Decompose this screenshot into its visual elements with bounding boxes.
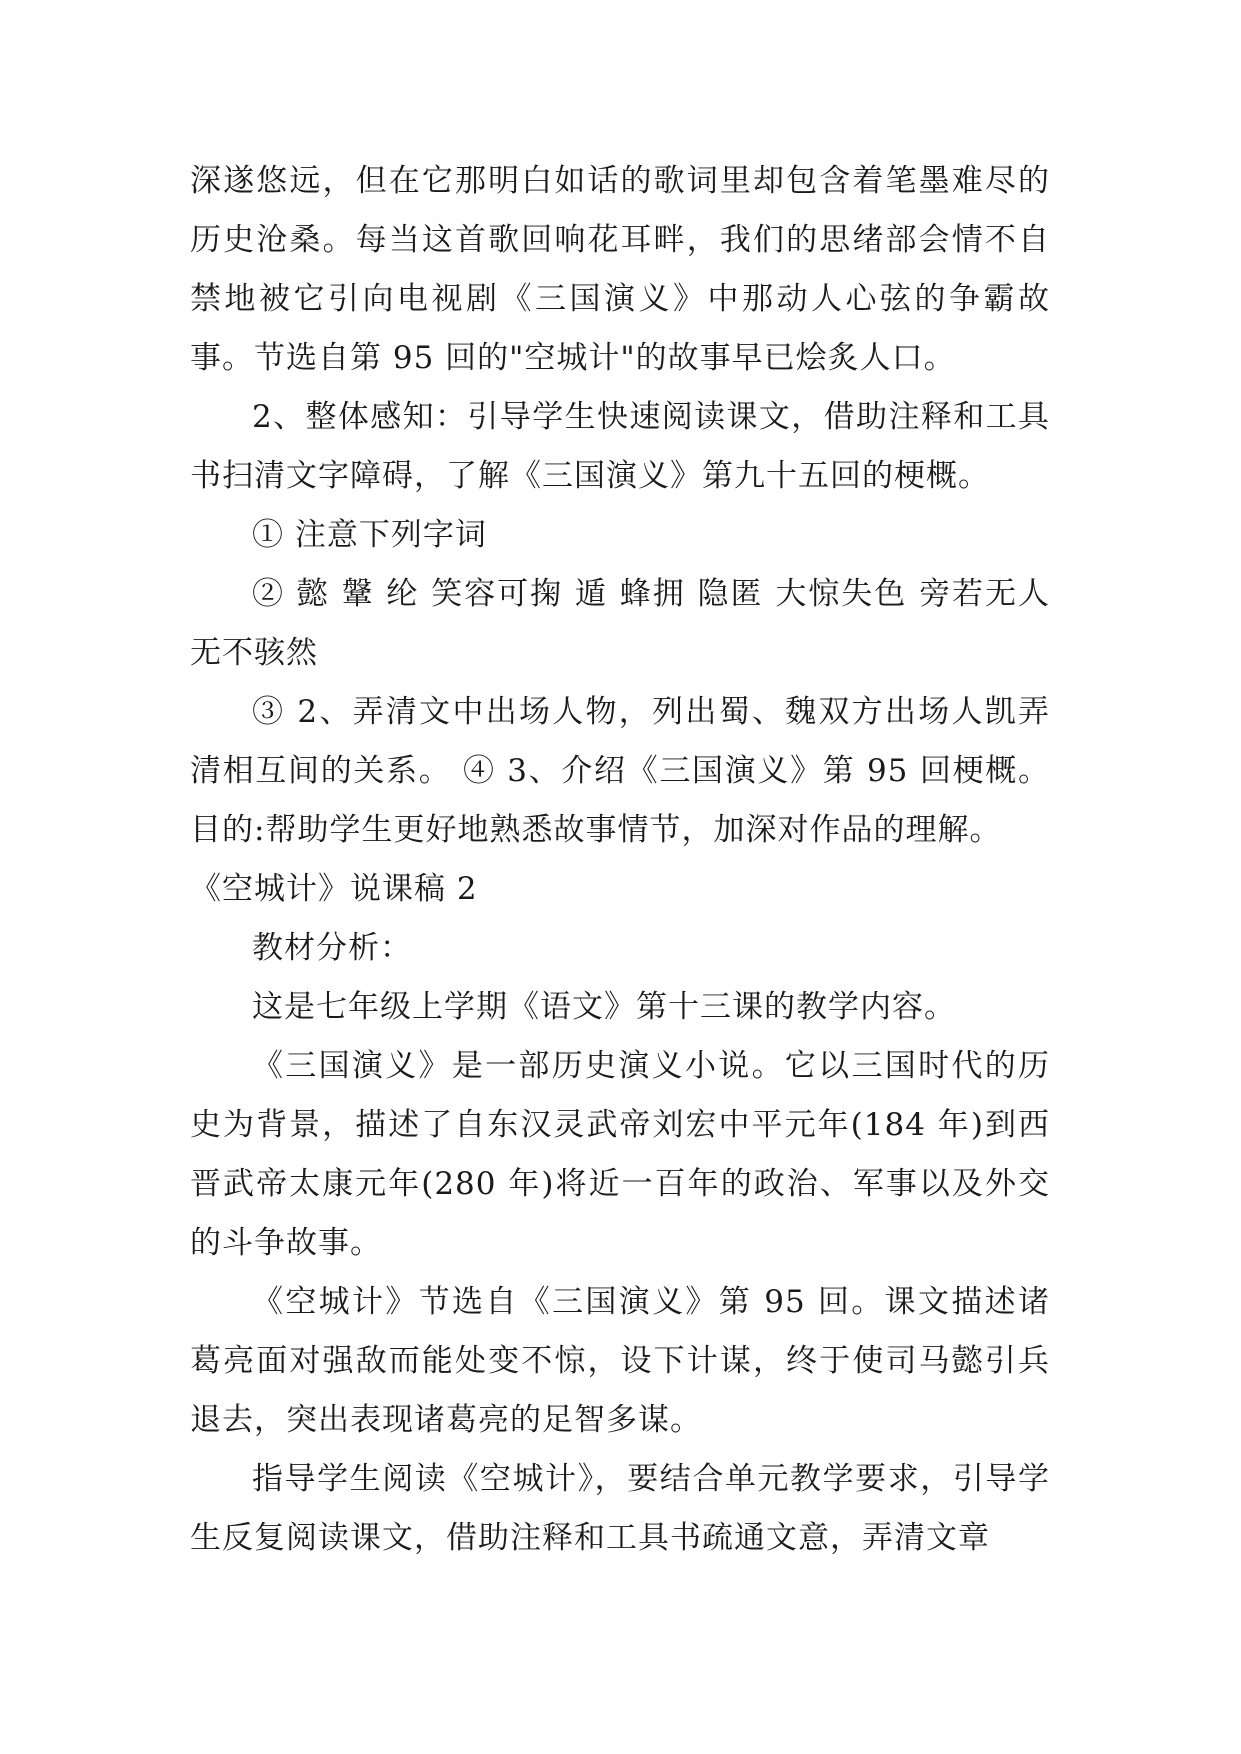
paragraph-text-summary: 《空城计》节选自《三国演义》第 95 回。课文描述诸葛亮面对强敌而能处变不惊，设下计谋，终于使司马懿引兵退去，突出表现诸葛亮的足智多谋。: [190, 1284, 1050, 1438]
paragraph-overall-perception: 2、整体感知：引导学生快速阅读课文，借助注释和工具书扫清文字障碍，了解《三国演义》第九十五回的梗概。: [190, 399, 1050, 494]
paragraph-novel-background: 《三国演义》是一部历史演义小说。它以三国时代的历史为背景，描述了自东汉灵武帝刘宏中平元年(184 年)到西晋武帝太康元年(280 年)将近一百年的政治、军事以及外交的斗争故事。: [190, 1048, 1050, 1261]
paragraph-characters-summary: ③ 2、弄清文中出场人物，列出蜀、魏双方出场人凯弄清相互间的关系。 ④ 3、介绍《三国演义》第 95 回梗概。目的:帮助学生更好地熟悉故事情节，加深对作品的理解。: [190, 694, 1050, 848]
paragraph-lesson-context: 这是七年级上学期《语文》第十三课的教学内容。: [252, 989, 956, 1025]
paragraph-intro-continuation: 深遂悠远，但在它那明白如话的歌词里却包含着笔墨难尽的历史沧桑。每当这首歌回响花耳畔，我们的思绪部会情不自禁地被它引向电视剧《三国演义》中那动人心弦的争霸故事。节选自第 95 回的"空城计"的故事早已烩炙人口。: [190, 163, 1050, 376]
paragraph-material-analysis-label: 教材分析：: [252, 930, 412, 966]
paragraph-teaching-guidance: 指导学生阅读《空城计》，要结合单元教学要求，引导学生反复阅读课文，借助注释和工具书疏通文意，弄清文章: [190, 1461, 1050, 1556]
paragraph-word-list: ② 懿 鞶 纶 笑容可掬 遁 蜂拥 隐匿 大惊失色 旁若无人 无不骇然: [190, 576, 1050, 671]
section-heading: 《空城计》说课稿 2: [190, 871, 478, 907]
paragraph-note-words: ① 注意下列字词: [252, 517, 487, 553]
document-body: [190, 152, 1050, 1568]
